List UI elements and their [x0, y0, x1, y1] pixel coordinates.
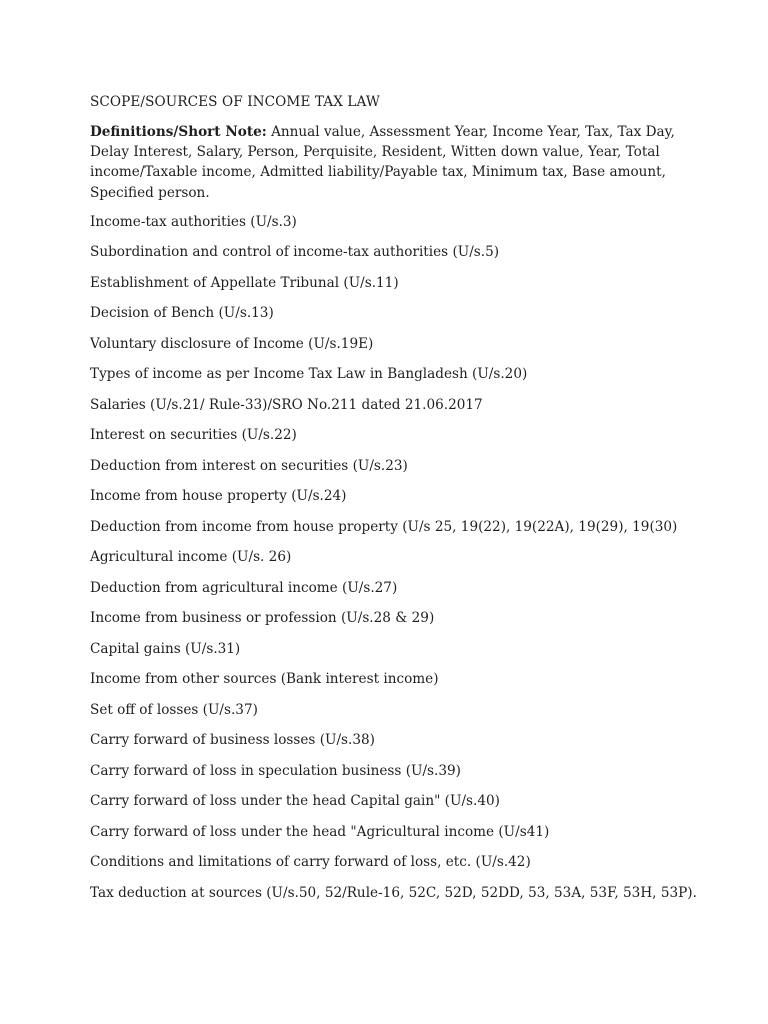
topic-item: Income from other sources (Bank interest income) [90, 671, 439, 688]
topic-item: Subordination and control of income-tax authorities (U/s.5) [90, 244, 500, 261]
definitions-paragraph [90, 122, 690, 203]
definitions-text: Annual value, Assessment Year, Income Year, Tax, Tax Day, Delay Interest, Salary, Person, Perquisite, Resident, Witten down value, Year, Total income/Taxable income, Admitted liability/Payable tax, Minimum tax, Base amount, Specified person. [90, 124, 675, 201]
topic-list [90, 212, 697, 914]
topic-item: Agricultural income (U/s. 26) [90, 549, 292, 566]
topic-item: Income from house property (U/s.24) [90, 488, 347, 505]
topic-item: Carry forward of business losses (U/s.38) [90, 732, 375, 749]
topic-item: Voluntary disclosure of Income (U/s.19E) [90, 335, 374, 352]
topic-item: Tax deduction at sources (U/s.50, 52/Rule-16, 52C, 52D, 52DD, 53, 53A, 53F, 53H, 53P). [90, 884, 697, 901]
topic-item: Income from business or profession (U/s.28 & 29) [90, 610, 435, 627]
topic-item: Set off of losses (U/s.37) [90, 701, 258, 718]
topic-item: Deduction from interest on securities (U/s.23) [90, 457, 408, 474]
topic-item: Income-tax authorities (U/s.3) [90, 213, 297, 230]
definitions-label: Definitions/Short Note: [90, 124, 267, 140]
document-title: SCOPE/SOURCES OF INCOME TAX LAW [90, 94, 380, 110]
topic-item: Carry forward of loss in speculation business (U/s.39) [90, 762, 461, 779]
topic-item: Carry forward of loss under the head Capital gain" (U/s.40) [90, 793, 500, 810]
topic-item: Establishment of Appellate Tribunal (U/s.11) [90, 274, 399, 291]
topic-item: Capital gains (U/s.31) [90, 640, 241, 657]
topic-item: Carry forward of loss under the head "Agricultural income (U/s41) [90, 823, 550, 840]
topic-item: Decision of Bench (U/s.13) [90, 305, 274, 322]
document-page [90, 92, 697, 913]
topic-item: Deduction from agricultural income (U/s.27) [90, 579, 398, 596]
topic-item: Conditions and limitations of carry forward of loss, etc. (U/s.42) [90, 854, 531, 871]
topic-item: Deduction from income from house property (U/s 25, 19(22), 19(22A), 19(29), 19(30) [90, 518, 678, 535]
topic-item: Salaries (U/s.21/ Rule-33)/SRO No.211 dated 21.06.2017 [90, 396, 483, 413]
topic-item: Interest on securities (U/s.22) [90, 427, 297, 444]
topic-item: Types of income as per Income Tax Law in Bangladesh (U/s.20) [90, 366, 528, 383]
